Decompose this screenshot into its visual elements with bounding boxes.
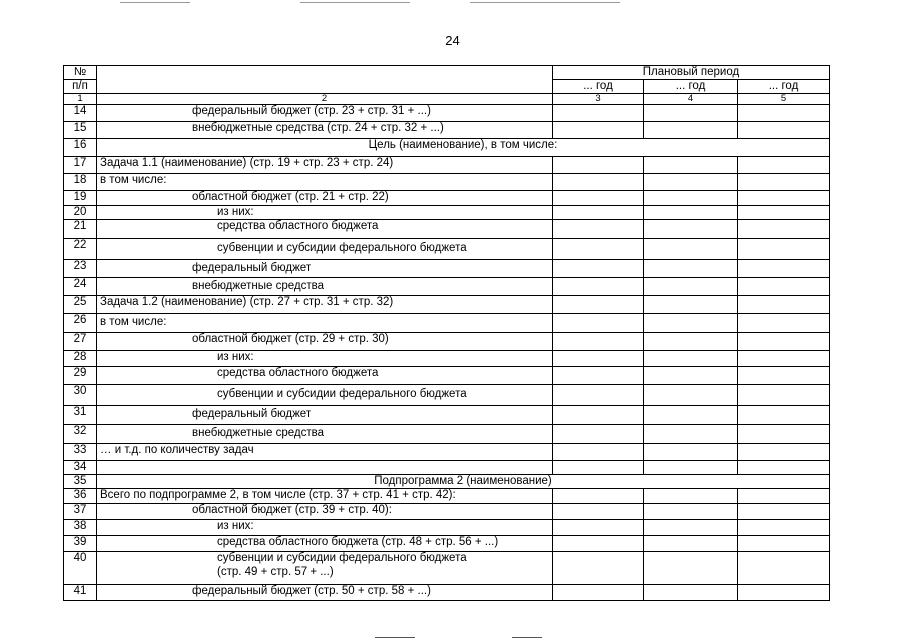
value-cell — [644, 313, 738, 332]
value-cell — [553, 313, 644, 332]
table-row — [64, 520, 830, 536]
index-cell: 5 — [738, 94, 830, 105]
value-cell — [644, 219, 738, 238]
value-cell — [644, 585, 738, 601]
value-cell — [553, 105, 644, 122]
row-label: внебюджетные средства (стр. 24 + стр. 32 + ...) — [97, 122, 553, 139]
value-cell — [553, 405, 644, 424]
value-cell — [553, 350, 644, 366]
row-number: 34 — [64, 460, 97, 474]
value-cell — [738, 157, 830, 174]
table-row — [64, 122, 830, 139]
value-cell — [553, 205, 644, 219]
value-cell — [644, 174, 738, 191]
value-cell — [738, 332, 830, 350]
value-cell — [738, 238, 830, 259]
value-cell — [738, 405, 830, 424]
value-cell — [644, 350, 738, 366]
row-label: из них: — [97, 205, 553, 219]
table-row — [64, 332, 830, 350]
row-label: субвенции и субсидии федерального бюджета — [97, 384, 553, 405]
value-cell — [738, 520, 830, 536]
row-number: 37 — [64, 504, 97, 520]
row-number: 17 — [64, 157, 97, 174]
table-row — [64, 157, 830, 174]
value-cell — [738, 219, 830, 238]
table-row — [64, 313, 830, 332]
value-cell — [738, 443, 830, 460]
row-number: 21 — [64, 219, 97, 238]
value-cell — [644, 105, 738, 122]
row-label: Задача 1.2 (наименование) (стр. 27 + стр. 31 + стр. 32) — [97, 295, 553, 313]
value-cell — [553, 460, 644, 474]
index-cell: 3 — [553, 94, 644, 105]
table-row — [64, 366, 830, 384]
table-row — [64, 259, 830, 277]
value-cell — [644, 460, 738, 474]
year-header-2: ... год — [644, 80, 738, 94]
table-row — [64, 105, 830, 122]
table-row — [64, 585, 830, 601]
row-label: Задача 1.1 (наименование) (стр. 19 + стр. 23 + стр. 24) — [97, 157, 553, 174]
row-number: 29 — [64, 366, 97, 384]
row-label: средства областного бюджета — [97, 219, 553, 238]
row-label-line-1: субвенции и субсидии федерального бюджета — [217, 552, 467, 565]
row-label: областной бюджет (стр. 21 + стр. 22) — [97, 191, 553, 205]
row-number: 19 — [64, 191, 97, 205]
value-cell — [644, 552, 738, 585]
value-cell — [553, 295, 644, 313]
value-cell — [644, 295, 738, 313]
index-row — [64, 94, 830, 105]
scan-artifact — [375, 637, 415, 638]
index-cell: 1 — [64, 94, 97, 105]
table-row — [64, 139, 830, 157]
value-cell — [553, 122, 644, 139]
value-cell — [738, 105, 830, 122]
row-number: 36 — [64, 489, 97, 504]
value-cell — [553, 443, 644, 460]
table-row — [64, 238, 830, 259]
row-label: федеральный бюджет — [97, 405, 553, 424]
table-row — [64, 424, 830, 443]
table-row — [64, 536, 830, 552]
row-label: субвенции и субсидии федерального бюджета — [97, 238, 553, 259]
value-cell — [738, 384, 830, 405]
row-number: 41 — [64, 585, 97, 601]
table-row — [64, 443, 830, 460]
year-header-1: ... год — [553, 80, 644, 94]
value-cell — [553, 552, 644, 585]
value-cell — [644, 191, 738, 205]
row-label: Всего по подпрограмме 2, в том числе (стр. 37 + стр. 41 + стр. 42): — [97, 489, 553, 504]
value-cell — [553, 504, 644, 520]
row-number: 39 — [64, 536, 97, 552]
row-number: 35 — [64, 475, 97, 489]
row-number: 25 — [64, 295, 97, 313]
row-label: средства областного бюджета — [97, 366, 553, 384]
row-label — [97, 552, 553, 585]
value-cell — [644, 405, 738, 424]
value-cell — [738, 536, 830, 552]
row-label: федеральный бюджет (стр. 23 + стр. 31 + ...) — [97, 105, 553, 122]
row-label: федеральный бюджет (стр. 50 + стр. 58 + ...) — [97, 585, 553, 601]
row-number: 20 — [64, 205, 97, 219]
row-number: 14 — [64, 105, 97, 122]
table-row — [64, 405, 830, 424]
year-header-3: ... год — [738, 80, 830, 94]
value-cell — [738, 259, 830, 277]
value-cell — [738, 174, 830, 191]
row-number: 23 — [64, 259, 97, 277]
row-number: 40 — [64, 552, 97, 585]
row-label: областной бюджет (стр. 29 + стр. 30) — [97, 332, 553, 350]
value-cell — [644, 384, 738, 405]
row-number: 16 — [64, 139, 97, 157]
table-row — [64, 552, 830, 585]
value-cell — [738, 489, 830, 504]
row-number: 24 — [64, 277, 97, 295]
row-label: из них: — [97, 350, 553, 366]
table-row — [64, 384, 830, 405]
row-label: из них: — [97, 520, 553, 536]
value-cell — [553, 489, 644, 504]
value-cell — [738, 552, 830, 585]
value-cell — [644, 238, 738, 259]
row-label: областной бюджет (стр. 39 + стр. 40): — [97, 504, 553, 520]
scan-artifact — [300, 2, 410, 3]
row-label: средства областного бюджета (стр. 48 + стр. 56 + ...) — [97, 536, 553, 552]
plan-period-header: Плановый период — [553, 66, 830, 80]
scan-artifact — [512, 637, 542, 638]
value-cell — [553, 157, 644, 174]
value-cell — [553, 174, 644, 191]
row-number: 18 — [64, 174, 97, 191]
scan-artifact — [470, 2, 620, 3]
value-cell — [553, 536, 644, 552]
value-cell — [553, 585, 644, 601]
row-label: в том числе: — [97, 313, 553, 332]
value-cell — [553, 366, 644, 384]
value-cell — [738, 295, 830, 313]
table-row — [64, 174, 830, 191]
subprogram-title: Подпрограмма 2 (наименование) — [97, 475, 830, 489]
header-row-1 — [64, 66, 830, 80]
table-row — [64, 475, 830, 489]
value-cell — [644, 259, 738, 277]
table-row — [64, 219, 830, 238]
table-row — [64, 277, 830, 295]
row-label: внебюджетные средства — [97, 277, 553, 295]
value-cell — [738, 313, 830, 332]
value-cell — [738, 585, 830, 601]
value-cell — [738, 191, 830, 205]
row-number: 32 — [64, 424, 97, 443]
row-number: 22 — [64, 238, 97, 259]
value-cell — [644, 122, 738, 139]
row-label: внебюджетные средства — [97, 424, 553, 443]
value-cell — [644, 157, 738, 174]
value-cell — [553, 219, 644, 238]
table-row — [64, 205, 830, 219]
col-num-header-2: п/п — [64, 80, 97, 94]
row-label: … и т.д. по количеству задач — [97, 443, 553, 460]
value-cell — [738, 504, 830, 520]
row-number: 15 — [64, 122, 97, 139]
value-cell — [644, 424, 738, 443]
value-cell — [644, 520, 738, 536]
value-cell — [553, 277, 644, 295]
value-cell — [738, 424, 830, 443]
index-cell: 2 — [97, 94, 553, 105]
value-cell — [553, 520, 644, 536]
col-num-header: № — [64, 66, 97, 80]
page-number: 24 — [445, 33, 460, 48]
row-number: 27 — [64, 332, 97, 350]
value-cell — [553, 332, 644, 350]
value-cell — [738, 205, 830, 219]
value-cell — [738, 122, 830, 139]
index-cell: 4 — [644, 94, 738, 105]
value-cell — [644, 536, 738, 552]
table-row — [64, 350, 830, 366]
value-cell — [644, 504, 738, 520]
value-cell — [553, 191, 644, 205]
value-cell — [644, 443, 738, 460]
value-cell — [738, 460, 830, 474]
table-row — [64, 489, 830, 504]
value-cell — [644, 332, 738, 350]
row-number: 31 — [64, 405, 97, 424]
value-cell — [644, 366, 738, 384]
row-label: в том числе: — [97, 174, 553, 191]
col-name-header — [97, 66, 553, 94]
table-row — [64, 504, 830, 520]
scan-artifact — [120, 2, 190, 3]
value-cell — [644, 489, 738, 504]
value-cell — [553, 238, 644, 259]
row-label-line-2: (стр. 49 + стр. 57 + ...) — [217, 565, 334, 578]
row-number: 28 — [64, 350, 97, 366]
row-label: федеральный бюджет — [97, 259, 553, 277]
value-cell — [738, 350, 830, 366]
table-row — [64, 460, 830, 474]
row-number: 30 — [64, 384, 97, 405]
value-cell — [738, 277, 830, 295]
value-cell — [738, 366, 830, 384]
value-cell — [553, 424, 644, 443]
value-cell — [553, 384, 644, 405]
row-label — [97, 460, 553, 474]
value-cell — [644, 277, 738, 295]
value-cell — [644, 205, 738, 219]
row-number: 33 — [64, 443, 97, 460]
table-row — [64, 191, 830, 205]
row-number: 26 — [64, 313, 97, 332]
budget-table — [63, 65, 830, 601]
goal-title: Цель (наименование), в том числе: — [97, 139, 830, 157]
table-row — [64, 295, 830, 313]
row-number: 38 — [64, 520, 97, 536]
value-cell — [553, 259, 644, 277]
